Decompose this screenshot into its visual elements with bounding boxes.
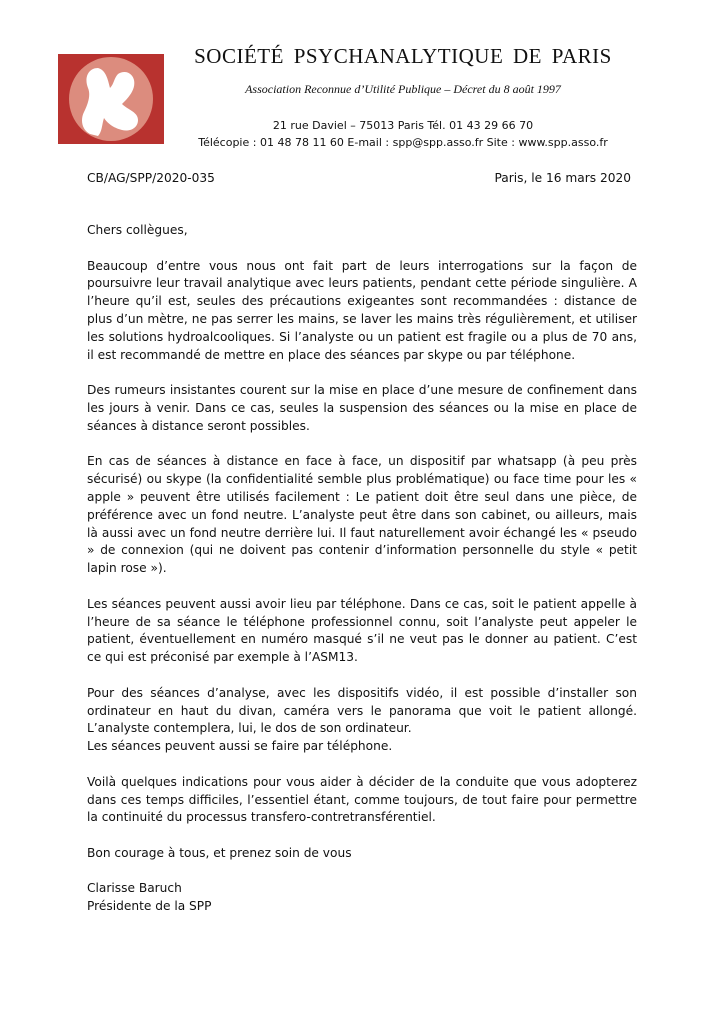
letter-body — [87, 222, 637, 916]
letter-reference: CB/AG/SPP/2020-035 — [87, 171, 215, 185]
signature-title: Présidente de la SPP — [87, 899, 212, 914]
paragraph: En cas de séances à distance en face à face, un dispositif par whatsapp (à peu près sécurisé) ou skype (la confidentialité semble plus problématique) ou face time pour les « apple » peuvent être utilisés facilement : Le patient doit être seul dans une pièce, de préférence avec un fond neutre. L’analyste peut être dans son cabinet, ou ailleurs, mais là aussi avec un fond neutre derrière lui. Il faut naturellement avoir échangé les « pseudo » de connexion (qui ne doivent pas contenir d’information personnelle du style « petit lapin rose »). — [87, 454, 637, 576]
signature — [87, 880, 637, 916]
paragraph: Pour des séances d’analyse, avec les dispositifs vidéo, il est possible d’installer son ordinateur en haut du divan, caméra vers le panorama que voit le patient allongé. L’analyste contemplera, lui, le dos de son ordinateur. — [87, 685, 637, 736]
org-title: SOCIÉTÉ PSYCHANALYTIQUE DE PARIS — [194, 44, 612, 68]
paragraph: Les séances peuvent aussi avoir lieu par téléphone. Dans ce cas, soit le patient appelle à l’heure de sa séance le téléphone professionnel connu, soit l’analyste peut appeler le patient, éventuellement en numéro masqué s’il ne veut pas le donner au patient. C’est ce qui est préconisé par exemple à l’ASM13. — [87, 596, 637, 665]
closing: Bon courage à tous, et prenez soin de vous — [87, 845, 352, 860]
org-subtitle: Association Reconnue d’Utilité Publique – Décret du 8 août 1997 — [245, 82, 561, 96]
salutation: Chers collègues, — [87, 223, 188, 237]
paragraph: Les séances peuvent aussi se faire par téléphone. — [87, 739, 393, 754]
paragraph: Des rumeurs insistantes courent sur la mise en place d’une mesure de confinement dans les jours à venir. Dans ce cas, seules la suspension des séances ou la mise en place de séances à distance seront possibles. — [87, 383, 637, 433]
letter-date: Paris, le 16 mars 2020 — [494, 171, 631, 185]
signature-name: Clarisse Baruch — [87, 881, 182, 896]
paragraph: Beaucoup d’entre vous nous ont fait part de leurs interrogations sur la façon de poursuivre leur travail analytique avec leurs patients, pendant cette période singulière. A l’heure qu’il est, seules des précautions exigeantes sont recommandées : distance de plus d’un mètre, ne pas serrer les mains, se laver les mains très régulièrement, et utiliser les solutions hydroalcooliques. Si l’analyste ou un patient est fragile ou a plus de 70 ans, il est recommandé de mettre en place des séances par skype ou par téléphone. — [87, 258, 637, 362]
contact-line: Télécopie : 01 48 78 11 60 E-mail : spp@spp.asso.fr Site : www.spp.asso.fr — [198, 136, 608, 149]
address-line: 21 rue Daviel – 75013 Paris Tél. 01 43 29 66 70 — [272, 119, 534, 132]
spp-logo-icon — [58, 54, 164, 144]
paragraph: Voilà quelques indications pour vous aider à décider de la conduite que vous adopterez dans ces temps difficiles, l’essentiel étant, comme toujours, de tout faire pour permettre la continuité du processus transfero-contretransférentiel. — [87, 774, 637, 825]
